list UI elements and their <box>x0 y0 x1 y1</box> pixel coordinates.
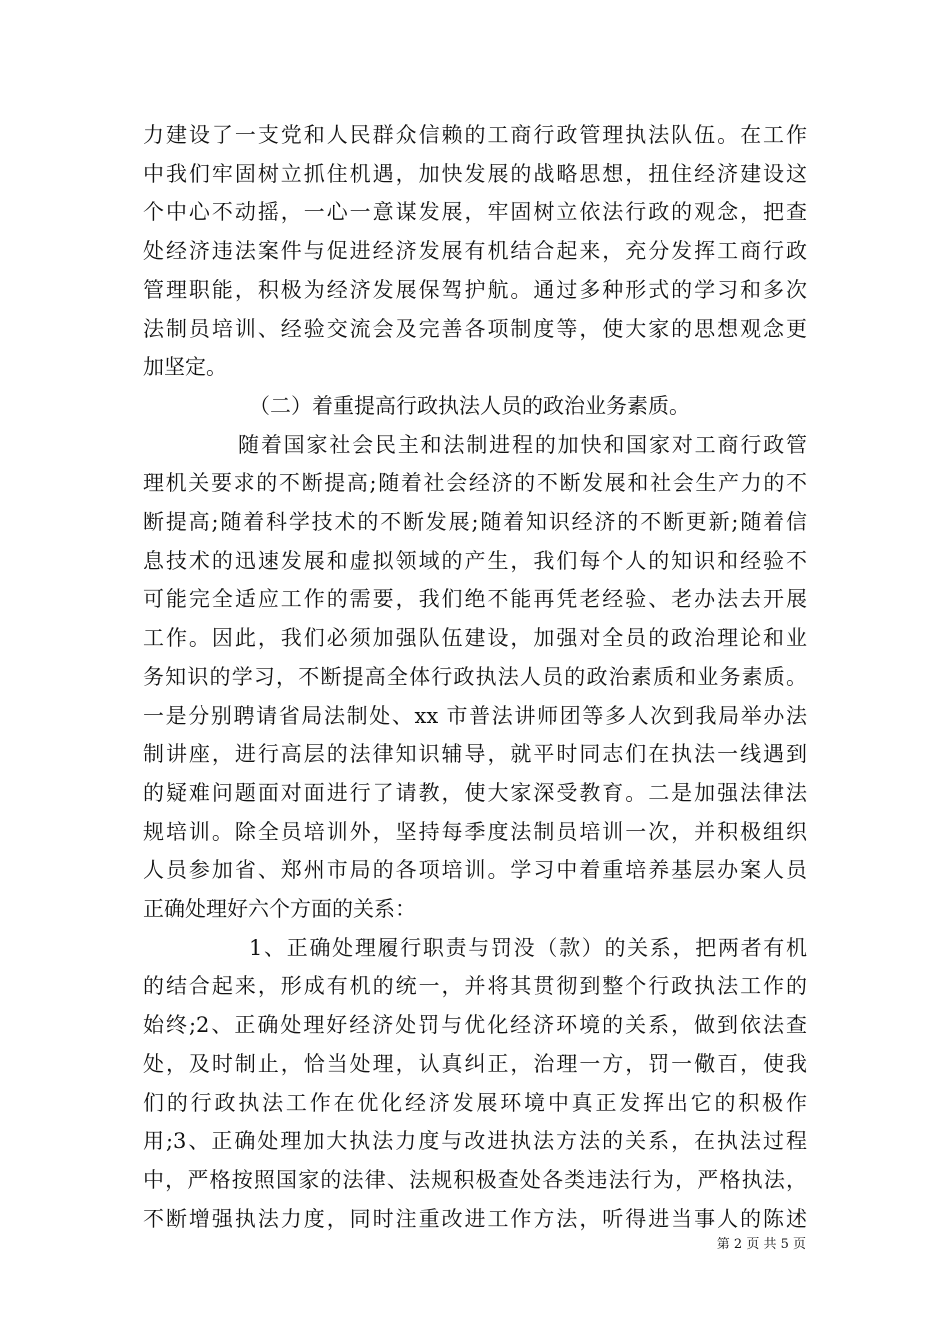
text-line: 管理职能，积极为经济发展保驾护航。通过多种形式的学习和多次 <box>143 277 807 302</box>
page-number: 第 2 页 共 5 页 <box>716 1237 806 1252</box>
text-line: 理机关要求的不断提高;随着社会经济的不断发展和社会生产力的不 <box>143 471 807 496</box>
text-line: 中我们牢固树立抓住机遇，加快发展的战略思想，扭住经济建设这 <box>143 161 807 186</box>
text-line: 不断增强执法力度，同时注重改进工作方法，听得进当事人的陈述 <box>143 1206 807 1231</box>
text-line: 制讲座，进行高层的法律知识辅导，就平时同志们在执法一线遇到 <box>143 742 807 767</box>
text-line: 可能完全适应工作的需要，我们绝不能再凭老经验、老办法去开展 <box>143 587 807 612</box>
text-line: 中，严格按照国家的法律、法规积极查处各类违法行为，严格执法， <box>143 1167 807 1192</box>
text-line: 正确处理好六个方面的关系： <box>143 897 416 922</box>
text-line: 法制员培训、经验交流会及完善各项制度等，使大家的思想观念更 <box>143 316 807 341</box>
text-line: 规培训。除全员培训外，坚持每季度法制员培训一次，并积极组织 <box>143 819 807 844</box>
text-line: 息技术的迅速发展和虚拟领域的产生，我们每个人的知识和经验不 <box>143 548 807 573</box>
text-line: 们的行政执法工作在优化经济发展环境中真正发挥出它的积极作 <box>143 1090 807 1115</box>
text-line: 力建设了一支党和人民群众信赖的工商行政管理执法队伍。在工作 <box>143 123 807 147</box>
text-line: 工作。因此，我们必须加强队伍建设，加强对全员的政治理论和业 <box>143 626 807 651</box>
paragraph-1 <box>143 116 807 387</box>
text-line: 处，及时制止，恰当处理，认真纠正，治理一方，罚一儆百，使我 <box>143 1051 807 1076</box>
text-line: 用;3、正确处理加大执法力度与改进执法方法的关系，在执法过程 <box>143 1129 807 1154</box>
text-line: 的结合起来，形成有机的统一，并将其贯彻到整个行政执法工作的 <box>143 974 807 999</box>
section-heading <box>143 387 807 426</box>
text-line: 始终;2、正确处理好经济处罚与优化经济环境的关系，做到依法查 <box>143 1013 807 1038</box>
paragraph-3 <box>143 929 807 1239</box>
document-body <box>143 116 807 1238</box>
text-line: 加坚定。 <box>143 355 227 380</box>
heading-text: （二）着重提高行政执法人员的政治业务素质。 <box>249 393 690 418</box>
text-line: 人员参加省、郑州市局的各项培训。学习中着重培养基层办案人员 <box>143 858 807 883</box>
text-line: 1、正确处理履行职责与罚没（款）的关系，把两者有机 <box>249 935 807 960</box>
text-line: 务知识的学习，不断提高全体行政执法人员的政治素质和业务素质。 <box>143 664 807 689</box>
text-line: 的疑难问题面对面进行了请教，使大家深受教育。二是加强法律法 <box>143 780 807 805</box>
text-line: 一是分别聘请省局法制处、xx 市普法讲师团等多人次到我局举办法 <box>143 703 807 728</box>
text-line: 个中心不动摇，一心一意谋发展，牢固树立依法行政的观念，把查 <box>143 200 807 225</box>
paragraph-2 <box>143 426 807 929</box>
text-line: 断提高;随着科学技术的不断发展;随着知识经济的不断更新;随着信 <box>143 510 807 535</box>
text-line: 处经济违法案件与促进经济发展有机结合起来，充分发挥工商行政 <box>143 239 807 264</box>
text-line: 随着国家社会民主和法制进程的加快和国家对工商行政管 <box>238 432 807 457</box>
